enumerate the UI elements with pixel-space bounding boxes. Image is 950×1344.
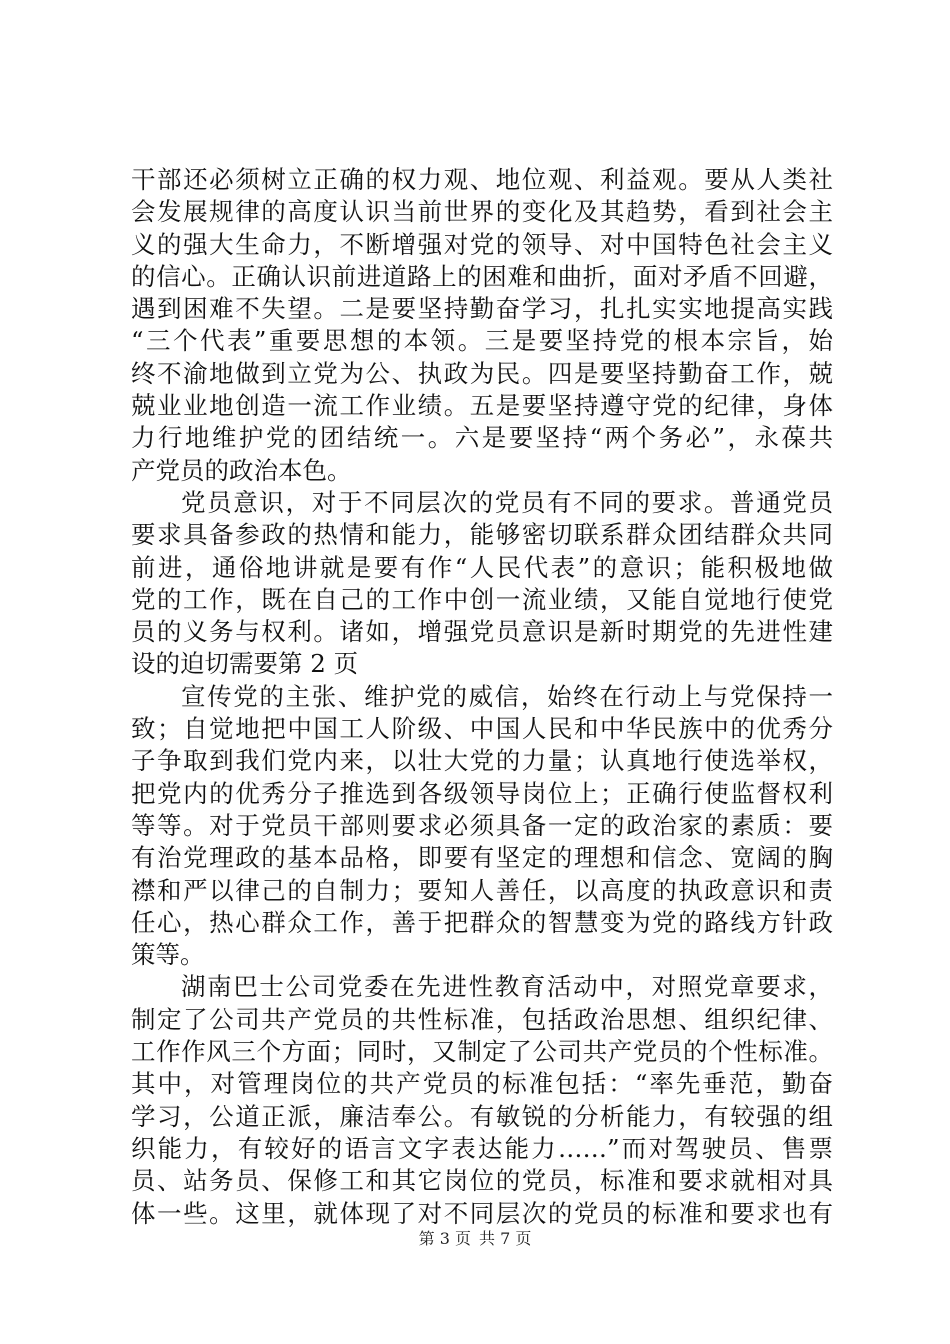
document-body: [131, 164, 833, 1230]
text-line: 干部还必须树立正确的权力观、地位观、利益观。要从人类社: [131, 165, 833, 194]
text-line: “三个代表”重要思想的本领。三是要坚持党的根本宗旨，始: [131, 326, 833, 356]
text-line: 兢业业地创造一流工作业绩。五是要坚持遵守党的纪律，身体: [131, 391, 833, 421]
text-line: 制定了公司共产党员的共性标准，包括政治思想、组织纪律、: [131, 1004, 833, 1034]
text-line: 子争取到我们党内来，以壮大党的力量；认真地行使选举权，: [131, 746, 833, 776]
page-number-label: 第 3 页: [418, 1229, 471, 1248]
text-line: 襟和严以律己的自制力；要知人善任，以高度的执政意识和责: [131, 875, 833, 905]
text-line: 设的迫切需要第 2 页: [131, 649, 359, 679]
page-footer: [0, 1229, 950, 1249]
text-line: 体一些。这里，就体现了对不同层次的党员的标准和要求也有: [131, 1198, 833, 1228]
text-line: 员、站务员、保修工和其它岗位的党员，标准和要求就相对具: [131, 1166, 833, 1196]
text-line: 学习，公道正派，廉洁奉公。有敏锐的分析能力，有较强的组: [131, 1101, 833, 1131]
text-line: 终不渝地做到立党为公、执政为民。四是要坚持勤奋工作，兢: [131, 358, 833, 388]
text-line: 会发展规律的高度认识当前世界的变化及其趋势，看到社会主: [131, 197, 833, 227]
text-line: 把党内的优秀分子推选到各级领导岗位上；正确行使监督权利: [131, 778, 833, 808]
text-line: 湖南巴士公司党委在先进性教育活动中，对照党章要求，: [181, 972, 833, 1002]
text-line: 宣传党的主张、维护党的威信，始终在行动上与党保持一: [181, 681, 833, 711]
text-line: 遇到困难不失望。二是要坚持勤奋学习，扎扎实实地提高实践: [131, 294, 833, 324]
text-line: 前进，通俗地讲就是要有作“人民代表”的意识；能积极地做: [131, 552, 833, 582]
text-line: 员的义务与权利。诸如，增强党员意识是新时期党的先进性建: [131, 617, 833, 647]
text-line: 策等。: [131, 940, 205, 970]
text-line: 织能力，有较好的语言文字表达能力……”而对驾驶员、售票: [131, 1133, 833, 1163]
text-line: 党的工作，既在自己的工作中创一流业绩，又能自觉地行使党: [131, 584, 833, 614]
text-line: 等等。对于党员干部则要求必须具备一定的政治家的素质：要: [131, 810, 833, 840]
text-line: 产党员的政治本色。: [131, 455, 352, 485]
text-line: 致；自觉地把中国工人阶级、中国人民和中华民族中的优秀分: [131, 714, 833, 744]
text-line: 任心，热心群众工作，善于把群众的智慧变为党的路线方针政: [131, 907, 833, 937]
text-line: 要求具备参政的热情和能力，能够密切联系群众团结群众共同: [131, 520, 833, 550]
text-line: 有治党理政的基本品格，即要有坚定的理想和信念、宽阔的胸: [131, 843, 833, 873]
text-line: 义的强大生命力，不断增强对党的领导、对中国特色社会主义: [131, 229, 833, 259]
page-total-label: 共 7 页: [479, 1229, 532, 1248]
text-line: 其中，对管理岗位的共产党员的标准包括：“率先垂范，勤奋: [131, 1069, 833, 1099]
text-line: 工作作风三个方面；同时，又制定了公司共产党员的个性标准。: [131, 1037, 833, 1067]
text-line: 党员意识，对于不同层次的党员有不同的要求。普通党员: [181, 487, 833, 517]
text-line: 力行地维护党的团结统一。六是要坚持“两个务必”，永葆共: [131, 423, 833, 453]
text-line: 的信心。正确认识前进道路上的困难和曲折，面对矛盾不回避，: [131, 261, 833, 291]
